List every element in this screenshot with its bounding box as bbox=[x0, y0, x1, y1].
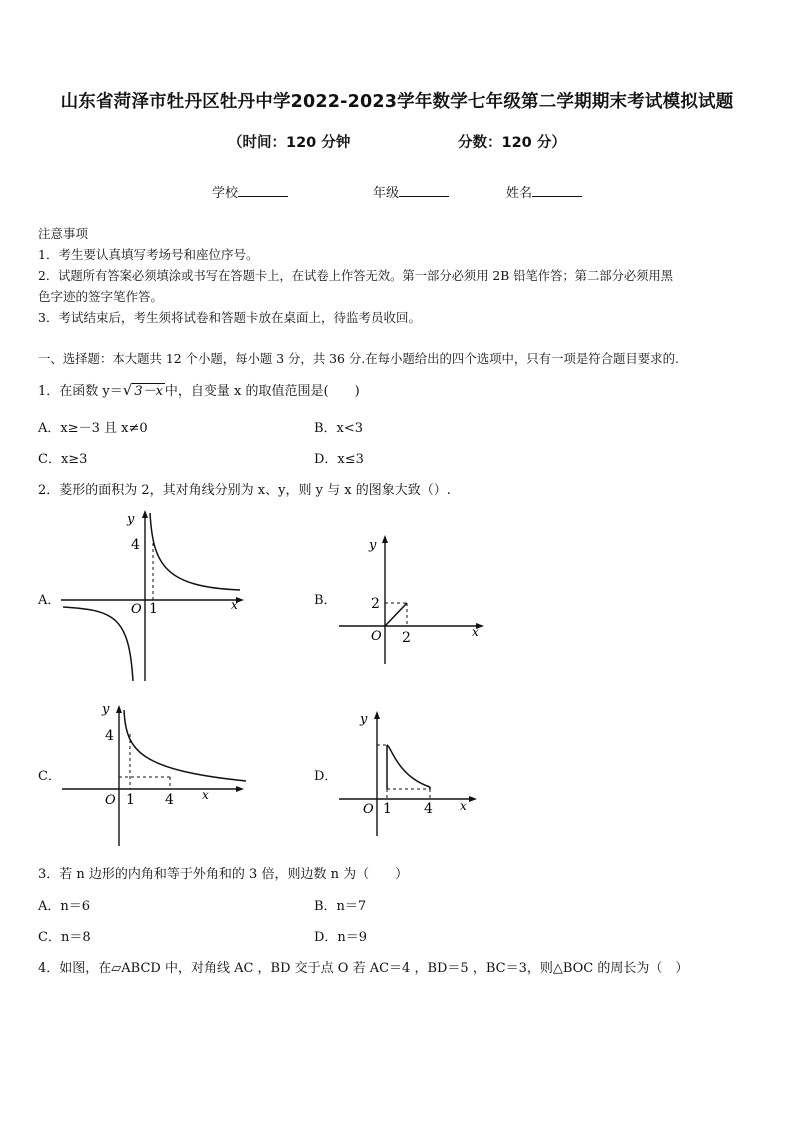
school-label: 学校 bbox=[212, 186, 239, 201]
y-tick-label: 4 bbox=[105, 728, 114, 744]
q2-label-a: A． bbox=[38, 593, 61, 608]
note-item: 2．试题所有答案必须填涂或书写在答题卡上，在试卷上作答无效。第一部分必须用 2B 铅笔作答；第二部分必须用黑 bbox=[38, 269, 674, 283]
x-tick-label: 2 bbox=[402, 630, 411, 646]
school-blank bbox=[238, 184, 288, 197]
axis-x-label: x bbox=[202, 788, 209, 802]
graph-c bbox=[60, 700, 255, 850]
page-title: 山东省菏泽市牡丹区牡丹中学2022-2023学年数学七年级第二学期期末考试模拟试题 bbox=[60, 92, 734, 112]
graph-a bbox=[55, 505, 255, 685]
question-3: 3．若 n 边形的内角和等于外角和的 3 倍，则边数 n 为（ ） bbox=[38, 867, 409, 882]
q1-option-b: B．x<3 bbox=[314, 421, 364, 436]
axis-x-label: x bbox=[231, 598, 238, 612]
origin-label: O bbox=[371, 629, 382, 644]
origin-label: O bbox=[363, 802, 374, 817]
axis-y-label: y bbox=[360, 712, 368, 727]
q1-option-a: A．x≥－3 且 x≠0 bbox=[38, 421, 148, 436]
q3-option-a: A．n＝6 bbox=[38, 899, 91, 914]
x-tick-label: 4 bbox=[424, 801, 433, 817]
x-tick-label: 1 bbox=[383, 801, 392, 817]
note-item: 色字迹的签字笔作答。 bbox=[38, 289, 164, 304]
q2-label-b: B． bbox=[314, 593, 337, 608]
exam-time: （时间：120 分钟 bbox=[228, 135, 351, 151]
q2-label-d: D． bbox=[314, 769, 338, 784]
sqrt-icon: √ bbox=[122, 381, 133, 399]
origin-label: O bbox=[105, 793, 116, 808]
grade-label: 年级 bbox=[373, 186, 400, 201]
q1-option-d: D．x≤3 bbox=[314, 452, 364, 467]
q1-stem-post: 中，自变量 x 的取值范围是( ) bbox=[164, 384, 360, 399]
grade-field bbox=[373, 182, 449, 201]
origin-label: O bbox=[131, 602, 142, 617]
y-tick-label: 4 bbox=[131, 537, 140, 553]
q3-option-c: C．n＝8 bbox=[38, 930, 91, 945]
question-1 bbox=[38, 380, 360, 399]
note-item: 1．考生要认真填写考场号和座位序号。 bbox=[38, 247, 259, 262]
name-label: 姓名 bbox=[506, 186, 533, 201]
notes-heading: 注意事项 bbox=[38, 226, 89, 241]
axis-y-label: y bbox=[102, 702, 110, 717]
q3-option-b: B．n＝7 bbox=[314, 899, 367, 914]
graph-d bbox=[335, 706, 485, 841]
name-blank bbox=[532, 184, 582, 197]
axis-x-label: x bbox=[472, 625, 479, 639]
q1-stem-pre: 1．在函数 y＝ bbox=[38, 384, 123, 399]
grade-blank bbox=[399, 184, 449, 197]
q1-radicand: 3－x bbox=[134, 384, 163, 399]
exam-score: 分数：120 分） bbox=[458, 135, 566, 151]
x-tick-label: 4 bbox=[165, 792, 174, 808]
section-heading: 一、选择题：本大题共 12 个小题，每小题 3 分，共 36 分.在每小题给出的四个选项中，只有一项是符合题目要求的. bbox=[38, 351, 679, 366]
axis-y-label: y bbox=[369, 538, 377, 553]
q1-option-c: C．x≥3 bbox=[38, 452, 88, 467]
school-field bbox=[212, 182, 288, 201]
axis-x-label: x bbox=[460, 799, 467, 813]
graph-b bbox=[335, 530, 490, 670]
question-2: 2．菱形的面积为 2，其对角线分别为 x、y，则 y 与 x 的图象大致（）. bbox=[38, 483, 451, 498]
name-field bbox=[506, 182, 582, 201]
x-tick-label: 1 bbox=[126, 792, 135, 808]
question-4: 4．如图，在▱ABCD 中，对角线 AC ，BD 交于点 O 若 AC＝4 ，BD＝5 ，BC＝3，则△BOC 的周长为（ ） bbox=[38, 961, 689, 976]
axis-y-label: y bbox=[127, 512, 135, 527]
q2-label-c: C． bbox=[38, 769, 61, 784]
y-tick-label: 2 bbox=[371, 596, 380, 612]
q3-option-d: D．n＝9 bbox=[314, 930, 368, 945]
x-tick-label: 1 bbox=[149, 601, 158, 617]
note-item: 3．考试结束后，考生须将试卷和答题卡放在桌面上，待监考员收回。 bbox=[38, 310, 421, 325]
